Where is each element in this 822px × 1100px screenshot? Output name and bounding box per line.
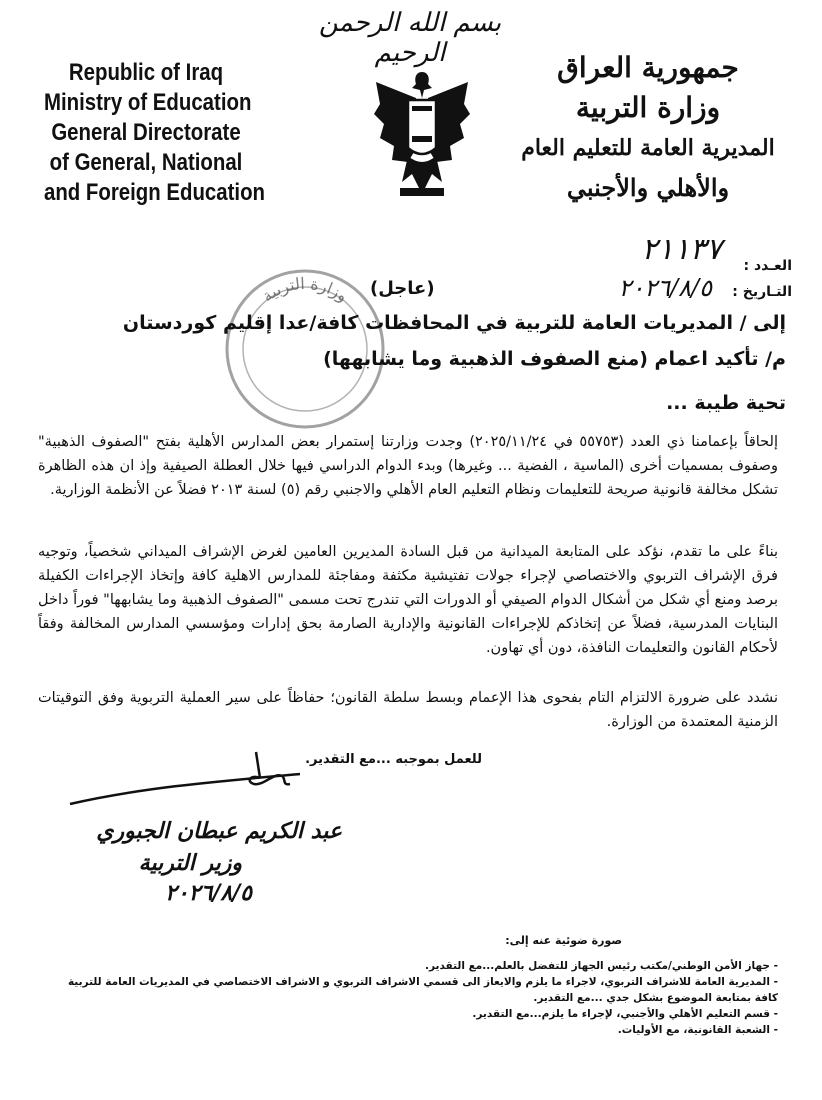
reference-date: ٢٠٢٦/٨/٥	[618, 274, 712, 302]
reference-number: ٢١١٣٧	[641, 232, 722, 267]
body-paragraph: بناءً على ما تقدم، نؤكد على المتابعة الميدانية من قبل السادة المديرين العامين لغرض الإشراف الميداني شخصياً، وتوجيه فرق الإشراف التربوي والاختصاصي لإجراء جولات تفتيشية مكثفة ومفاجئة للمدارس الاهلية كافة وإتخاذ الإجراءات الكفيلة برصد ومنع أي شكل من أشكال الدوام الصيفي أو الدورات التي تندرج تحت مسمى "الصفوف الذهبية وما يشابهها" فوراً داخل البنايات المدرسية، فضلاً عن إتخاذكم للإجراءات القانونية والإدارية الصارمة بحق إدارات ومؤسسي المدارس المخالفة وفقاً لأحكام القانون والتعليمات النافذة، دون أي تهاون.	[38, 544, 778, 656]
letterhead-arabic	[518, 48, 778, 208]
addressee: إلى / المديريات العامة للتربية في المحافظات كافة/عدا إقليم كوردستان	[122, 312, 786, 334]
signatory-title: وزير التربية	[138, 850, 242, 876]
cc-item: - الشعبة القانونية، مع الأوليات.	[617, 1024, 778, 1036]
cc-item: - قسم التعليم الأهلي والأجنبي، لإجراء ما يلزم...مع التقدير.	[472, 1008, 778, 1020]
reference-number-label: العـدد :	[743, 258, 792, 274]
letterhead-en-line: Ministry of Education	[44, 89, 252, 116]
letterhead-ar-line: المديرية العامة للتعليم العام	[521, 135, 775, 161]
cc-item: - المديرية العامة للاشراف التربوي، لاجراء ما يلزم والايعاز الى قسمي الاشراف التربوي و الاشراف الاختصاصي في المديريات العامة للتربية	[67, 976, 778, 988]
letterhead-ar-line: والأهلي والأجنبي	[566, 173, 730, 202]
reference-date-label: التـاريخ :	[732, 284, 792, 300]
cc-item: - جهاز الأمن الوطني/مكتب رئيس الجهاز للتفضل بالعلم...مع التقدير.	[425, 960, 778, 972]
cc-item: كافة بمتابعة الموضوع بشكل جدي ...مع التقدير.	[533, 992, 778, 1004]
letterhead-en-line: and Foreign Education	[44, 179, 266, 206]
signature-icon	[60, 748, 320, 808]
iraq-eagle-emblem-icon	[372, 64, 472, 204]
urgent-label: (عاجل)	[370, 278, 435, 299]
cc-heading: صورة ضوئية عنه إلى:	[505, 934, 622, 947]
cc-list	[38, 958, 778, 1038]
letterhead-ar-line: جمهورية العراق	[557, 51, 739, 84]
subject-line: م/ تأكيد اعمام (منع الصفوف الذهبية وما يشابهها)	[323, 348, 786, 370]
greeting: تحية طيبة ...	[666, 392, 786, 414]
body-paragraph: إلحاقاً بإعمامنا ذي العدد (٥٥٧٥٣ في ٢٠٢٥/١١/٢٤) وجدت وزارتنا إستمرار بعض المدارس الأهلية بفتح "الصفوف الذهبية" وصفوف بمسميات أخرى (الماسية ، الفضية ... وغيرها) وبدء الدوام الدراسي فيها خلال العطلة الصيفية وإذ ان هذه الظاهرة تشكل مخالفة قانونية صريحة للتعليمات ونظام التعليم العام الأهلي والاجنبي رقم (٥) لسنة ٢٠١٣ فضلاً عن الأنظمة الوزارية.	[38, 434, 778, 498]
signatory-name: عبد الكريم عبطان الجبوري	[96, 818, 342, 844]
letterhead-english	[44, 58, 266, 208]
letterhead-en-line: Republic of Iraq	[68, 59, 224, 86]
signature-date: ٢٠٢٦/٨/٥	[165, 880, 252, 906]
body-paragraph: نشدد على ضرورة الالتزام التام بفحوى هذا الإعمام وبسط سلطة القانون؛ حفاظاً على سير العملية التربوية وفق التوقيتات الزمنية المعتمدة من الوزارة.	[38, 690, 778, 730]
stamp-text: وزارة التربية	[258, 273, 352, 306]
closing-line: للعمل بموجبه ...مع التقدير.	[305, 752, 482, 767]
letterhead-ar-line: وزارة التربية	[575, 91, 721, 124]
letterhead-en-line: General Directorate	[51, 119, 241, 146]
letterhead-en-line: of General, National	[49, 149, 243, 176]
basmala: بسم الله الرحمن الرحيم	[318, 8, 502, 68]
